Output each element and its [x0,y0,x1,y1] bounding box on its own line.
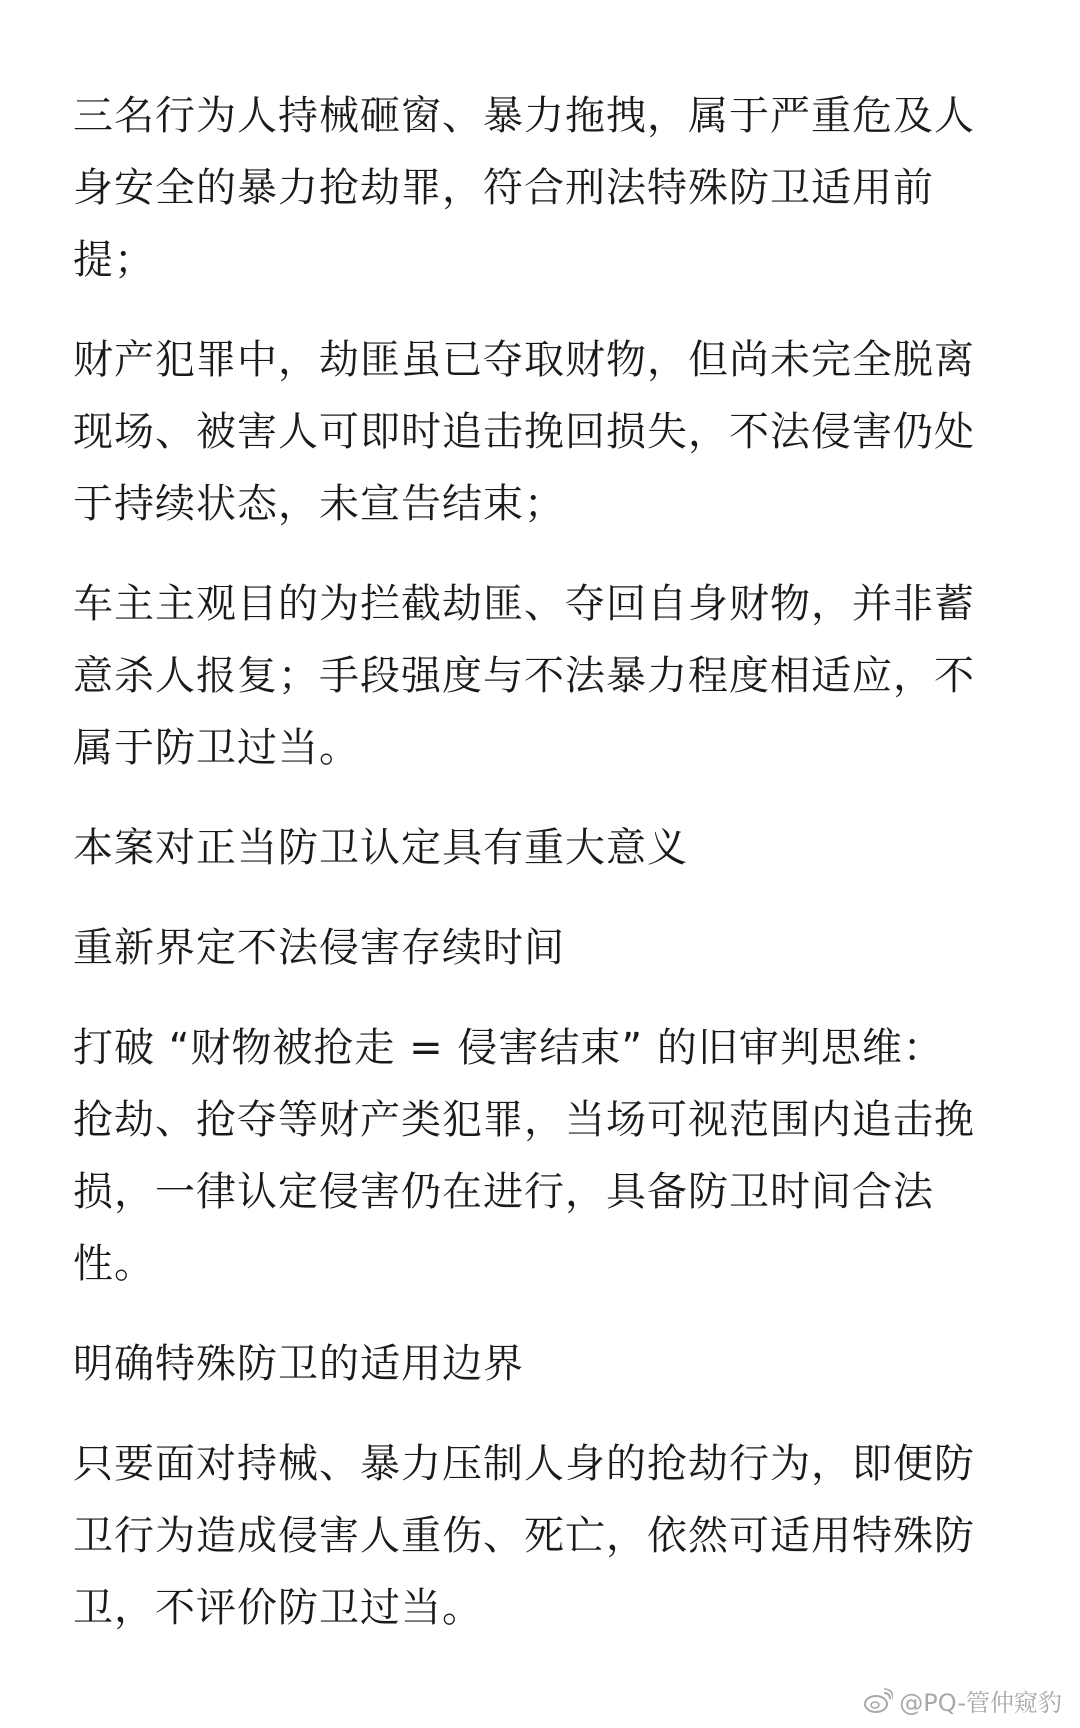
text-line: 损，一律认定侵害仍在进行，具备防卫时间合法 [73,1169,934,1215]
text-line: 重新界定不法侵害存续时间 [73,925,565,971]
paragraph [73,1012,1013,1300]
text-line: 意杀人报复；手段强度与不法暴力程度相适应，不 [73,653,975,699]
text-line: 性。 [73,1241,155,1287]
text-line: 打破 “财物被抢走 = 侵害结束” 的旧审判思维： [73,1025,944,1071]
text-line: 本案对正当防卫认定具有重大意义 [73,825,688,871]
section-heading [73,812,1013,884]
paragraph [73,568,1013,784]
text-line: 提； [73,237,155,283]
text-line: 现场、被害人可即时追击挽回损失，不法侵害仍处 [73,409,975,455]
text-line: 财产犯罪中，劫匪虽已夺取财物，但尚未完全脱离 [73,337,975,383]
text-line: 三名行为人持械砸窗、暴力拖拽，属于严重危及人 [73,93,975,139]
paragraph [73,80,1013,296]
text-line: 车主主观目的为拦截劫匪、夺回自身财物，并非蓄 [73,581,975,627]
text-line: 只要面对持械、暴力压制人身的抢劫行为，即便防 [73,1441,975,1487]
watermark [863,1683,1062,1718]
text-line: 抢劫、抢夺等财产类犯罪，当场可视范围内追击挽 [73,1097,975,1143]
watermark-text: @PQ-管仲窥豹 [899,1689,1062,1717]
text-line: 于持续状态，未宣告结束； [73,481,565,527]
section-heading [73,1328,1013,1400]
weibo-icon [863,1688,893,1714]
text-line: 卫，不评价防卫过当。 [73,1585,483,1631]
section-heading [73,912,1013,984]
paragraph [73,324,1013,540]
article-body [73,80,1013,1672]
text-line: 属于防卫过当。 [73,725,360,771]
text-line: 身安全的暴力抢劫罪，符合刑法特殊防卫适用前 [73,165,934,211]
text-line: 卫行为造成侵害人重伤、死亡，依然可适用特殊防 [73,1513,975,1559]
text-line: 明确特殊防卫的适用边界 [73,1341,524,1387]
paragraph [73,1428,1013,1644]
